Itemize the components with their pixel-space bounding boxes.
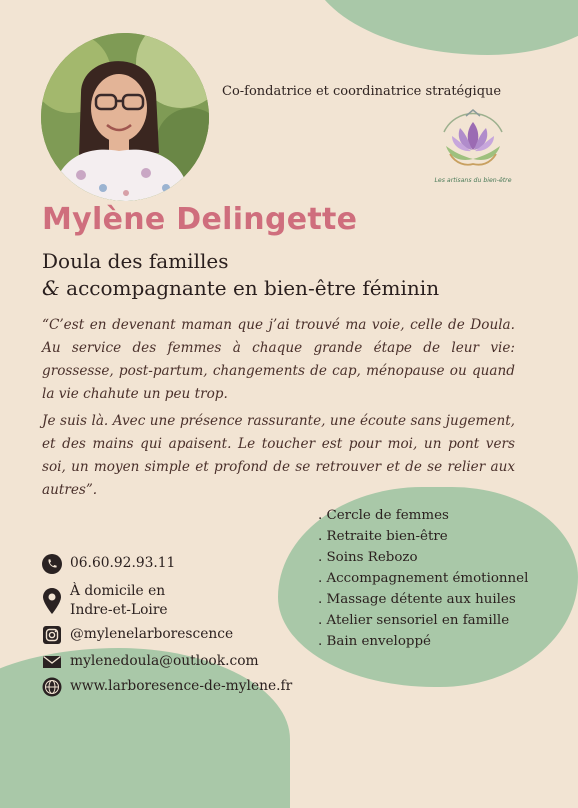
email-icon (42, 652, 62, 672)
service-item: . Atelier sensoriel en famille (318, 613, 510, 628)
contact-website[interactable] (42, 677, 292, 697)
globe-icon (42, 677, 62, 697)
instagram-handle: @mylenelarborescence (70, 626, 234, 642)
location-text (70, 582, 168, 620)
services-list (318, 505, 528, 652)
contact-location (42, 582, 168, 620)
location-line1: À domicile en (70, 583, 166, 599)
service-item: . Bain enveloppé (318, 634, 431, 649)
location-line2: Indre-et-Loire (70, 602, 168, 618)
profile-name: Mylène Delingette (42, 202, 358, 237)
decorative-blob-top (308, 0, 578, 55)
instagram-icon (42, 625, 62, 645)
quote-paragraph-1: “C’est en devenant maman que j’ai trouvé ma voie, celle de Doula. Au service des femmes à chaque grande étape de leur vie: grossesse, post-partum, changements de cap, ménopause ou quand la vie chahute un peu trop. (42, 317, 515, 402)
location-pin-icon (42, 582, 62, 620)
website-url: www.larboresence-de-mylene.fr (70, 678, 293, 694)
phone-number: 06.60.92.93.11 (70, 555, 176, 571)
logo-text: Les artisans du bien-être (434, 177, 512, 184)
service-item: . Massage détente aux huiles (318, 592, 516, 607)
profile-photo (41, 33, 209, 201)
contact-email[interactable] (42, 652, 259, 672)
contact-phone[interactable] (42, 554, 175, 574)
profile-title-line1: Doula des familles (42, 249, 229, 273)
contact-instagram[interactable] (42, 625, 233, 645)
title-ampersand: & (42, 276, 60, 300)
title-line2-text: accompagnante en bien-être féminin (59, 276, 440, 300)
service-item: . Soins Rebozo (318, 550, 418, 565)
email-address: mylenedoula@outlook.com (70, 653, 259, 669)
service-item: . Retraite bien-être (318, 529, 448, 544)
testimonial-quote (42, 314, 515, 506)
quote-paragraph-2: Je suis là. Avec une présence rassurante, une écoute sans jugement, et des mains qui apaisent. Le toucher est pour moi, un pont vers soi, un moyen simple et profond de se retrouver et de se relier aux autres”. (42, 413, 515, 498)
brand-logo (432, 106, 514, 188)
service-item: . Cercle de femmes (318, 508, 449, 523)
service-item: . Accompagnement émotionnel (318, 571, 529, 586)
decorative-blob-bottom (0, 648, 293, 808)
profile-title-line2 (42, 276, 439, 300)
phone-icon (42, 554, 62, 574)
role-subtitle: Co-fondatrice et coordinatrice stratégique (222, 84, 502, 99)
